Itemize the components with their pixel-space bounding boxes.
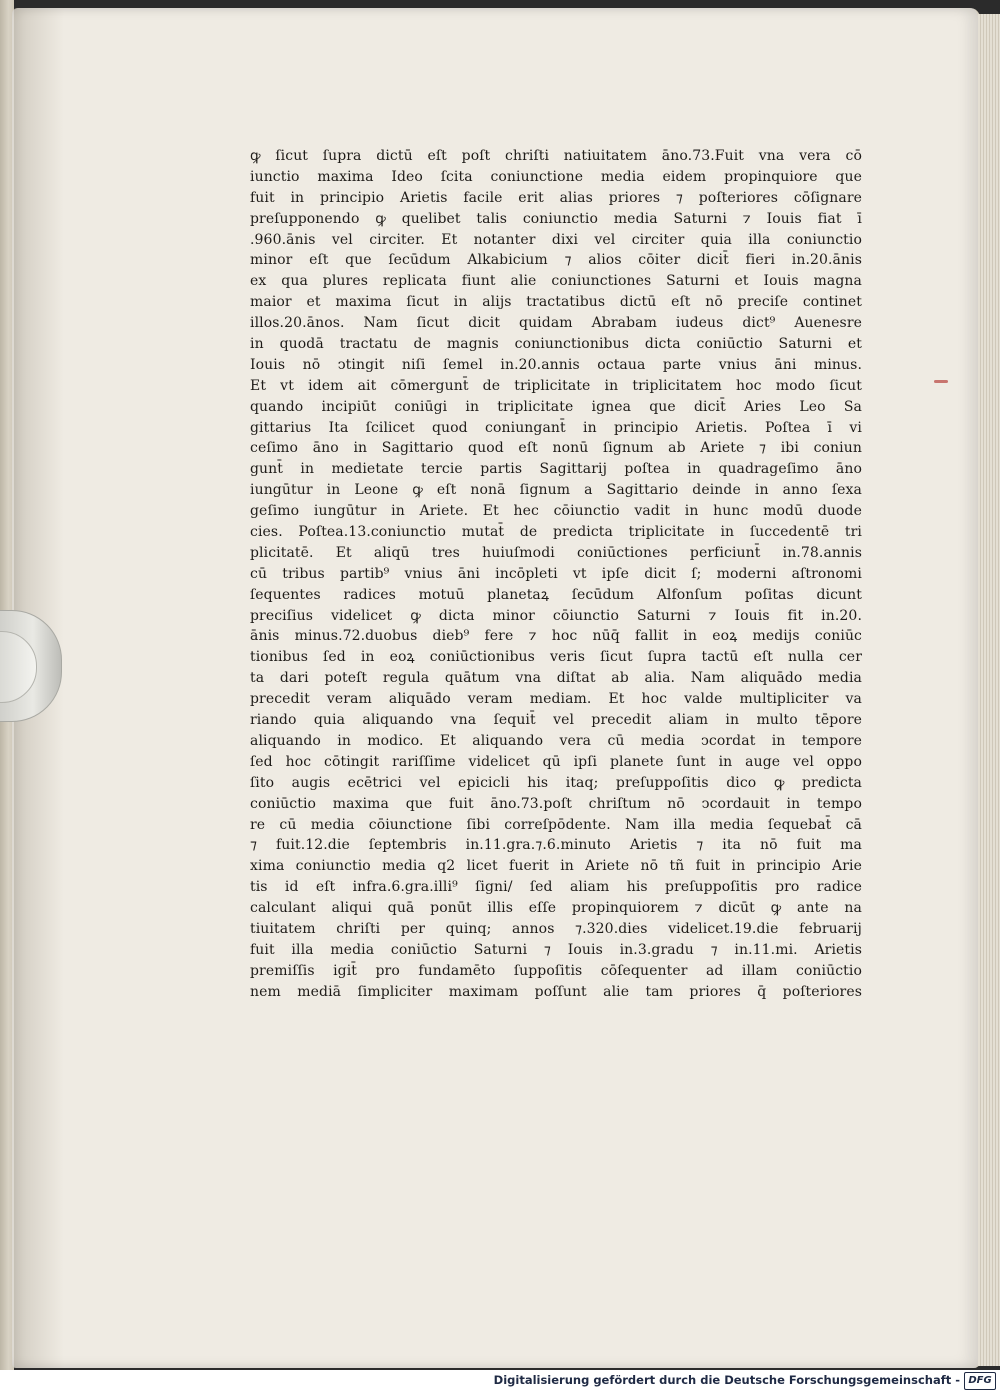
text-line: aliquando in modico. Et aliquando vera cū media ↄcordat in tempore [250, 732, 862, 749]
text-line: ꝙ ſicut ſupra dictū eſt poſt chriſti natiuitatem āno.73.Fuit vna vera cō [250, 148, 862, 164]
text-line: xima coniunctio media q2 licet fuerit in Ariete nō tñ fuit in principio Arie [250, 858, 862, 875]
text-line: tionibus ſed in eoꝝ coniūctionibus veris ſicut ſupra tactū eſt nulla cer [250, 649, 862, 666]
text-line: quando incipiūt coniūgi in triplicitate ignea que dicit̄ Aries Leo Sa [250, 398, 862, 415]
text-line: preciſius videlicet ꝙ dicta minor cōiunctio Saturni ⁊ Iouis fit in.20. [250, 607, 862, 624]
footer-bar [0, 1370, 1000, 1393]
text-line: riando quia aliquando vna ſequit̄ vel precedit aliam in multo tēpore [250, 712, 862, 729]
text-line: precedit veram aliquādo veram mediam. Et hoc valde multipliciter va [250, 691, 862, 708]
text-line: fuit in principio Arietis facile erit alias priores ⁊ poſteriores cōſignare [250, 189, 862, 206]
body-text-column [250, 146, 862, 1003]
text-line: ⁊ fuit.12.die ſeptembris in.11.gra.⁊.6.minuto Arietis ⁊ ita nō fuit ma [250, 837, 862, 854]
text-line: cies. Poſtea.13.coniunctio mutat̄ de predicta triplicitate in ſuccedentē tri [250, 524, 862, 541]
text-line: fuit illa media coniūctio Saturni ⁊ Iouis in.3.gradu ⁊ in.11.mi. Arietis [250, 941, 862, 958]
text-line: Et vt idem ait cōmergunt̄ de triplicitate in triplicitatem hoc modo ſicut [250, 377, 862, 394]
text-line: ta dari poteſt regula quātum vna diſtat ab alia. Nam aliquādo media [250, 670, 862, 687]
text-line: ſed hoc cōtingit rariſſime videlicet qū ipſi planete ſunt in auge vel oppo [250, 753, 862, 770]
text-line: .960.ānis vel circiter. Et notanter dixi vel circiter quia illa coniunctio [250, 231, 862, 248]
text-line: calculant aliqui quā ponūt illis eſſe propinquiorem ⁊ dicūt ꝙ ante na [250, 900, 862, 917]
text-line: geſimo iungūtur in Ariete. Et hec cōiunctio vadit in hunc modū duode [250, 503, 862, 520]
text-line: illos.20.ānos. Nam ſicut dicit quidam Abrabam iudeus dict⁹ Auenesre [250, 315, 862, 332]
text-line: ex qua plures replicata fiunt alie coniunctiones Saturni et Iouis magna [250, 273, 862, 290]
text-line: minor eſt que ſecūdum Alkabicium ⁊ alios cōiter dicit̄ fieri in.20.ānis [250, 252, 862, 269]
text-line: gunt̄ in medietate tercie partis Sagittarij poſtea in quadrageſimo āno [250, 461, 862, 478]
text-line: preſupponendo ꝙ quelibet talis coniunctio media Saturni ⁊ Iouis fiat ī [250, 210, 862, 227]
text-line: plicitatē. Et aliqū tres huiuſmodi coniūctiones perficiunt̄ in.78.annis [250, 544, 862, 561]
text-line: ſito augis ecētrici vel epicicli his itaq; preſuppoſitis dico ꝙ predicta [250, 774, 862, 791]
text-line: in quodā tractatu de magnis coniunctionibus dicta coniūctio Saturni et [250, 336, 862, 353]
text-line: cū tribus partib⁹ vnius āni incōpleti vt ipſe dicit ſ; moderni aſtronomi [250, 565, 862, 582]
page-edges-right [978, 14, 1000, 1366]
text-line: re cū media cōiunctione ſibi correſpōdente. Nam illa media ſequebat̄ cā [250, 816, 862, 833]
dfg-logo-icon: DFG [964, 1372, 996, 1390]
text-line: premiſſis igit̄ pro fundamēto ſuppoſitis cōſequenter ad illam coniūctio [250, 962, 862, 979]
text-line: ſequentes radices motuū planetaꝝ ſecūdum Alfonſum poſitas dicunt [250, 586, 862, 603]
text-line: ānis minus.72.duobus dieb⁹ fere ⁊ hoc nūq̄ fallit in eoꝝ medijs coniūc [250, 628, 862, 645]
text-line: ceſimo āno in Sagittario quod eſt nonū ſignum ab Ariete ⁊ ibi coniun [250, 440, 862, 457]
text-line: nem mediā ſimpliciter maximam poſſunt alie tam priores q̄ poſteriores [250, 983, 862, 1000]
text-line: iunctio maxima Ideo ſcita coniunctione media eidem propinquiore que [250, 168, 862, 185]
text-line: Iouis nō ↄtingit niſi ſemel in.20.annis octaua parte vnius āni minus. [250, 356, 862, 373]
page-clip-inner [0, 631, 37, 703]
text-line: maior et maxima ſicut in alijs tractatibus dictū eſt nō preciſe continet [250, 294, 862, 311]
margin-red-mark [934, 380, 948, 383]
text-line: tis id eſt infra.6.gra.illi⁹ ſigni/ ſed aliam his preſuppoſitis pro radice [250, 879, 862, 896]
text-line: iungūtur in Leone ꝙ eſt nonā ſignum a Sagittario deinde in anno ſexa [250, 482, 862, 499]
text-line: gittarius Ita ſcilicet quod coniungant̄ in principio Arietis. Poſtea ī vi [250, 419, 862, 436]
funding-credit-text: Digitalisierung gefördert durch die Deutsche Forschungsgemeinschaft - [493, 1373, 960, 1387]
text-line: coniūctio maxima que fuit āno.73.poſt chriſtum nō ↄcordauit in tempo [250, 795, 862, 812]
text-line: tiuitatem chriſti per quinq; annos ⁊.320.dies videlicet.19.die februarij [250, 920, 862, 937]
